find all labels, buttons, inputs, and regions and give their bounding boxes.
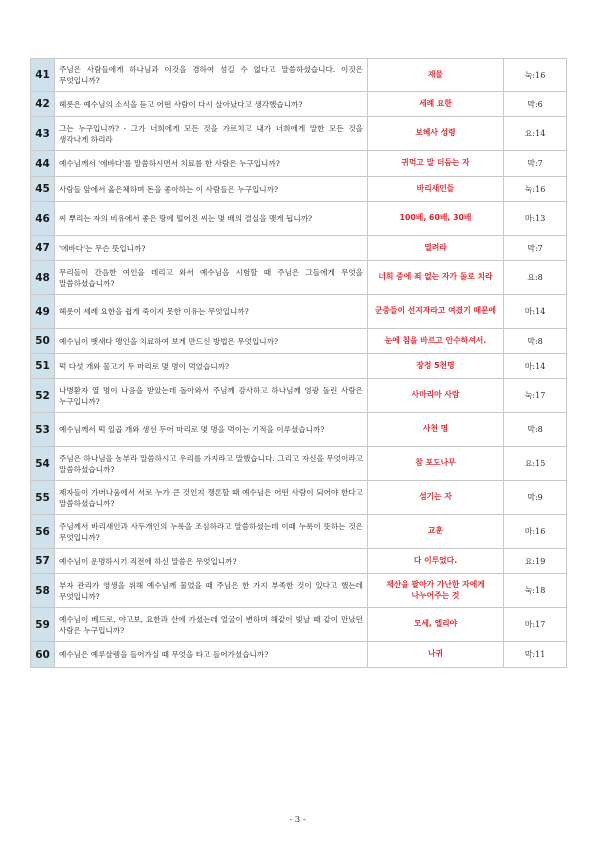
question-number: 46: [31, 202, 55, 236]
scripture-reference: 요:15: [504, 447, 567, 481]
scripture-reference: 눅:16: [504, 59, 567, 92]
table-row: [31, 202, 567, 236]
scripture-reference: 막:8: [504, 329, 567, 354]
answer-text: 사천 명: [368, 413, 504, 447]
question-text: 부자 관리가 영생을 위해 예수님께 물었을 때 주님은 한 가지 부족한 것이 있다고 했는데 무엇입니까?: [55, 574, 368, 608]
quiz-table-body: [31, 59, 567, 668]
question-number: 58: [31, 574, 55, 608]
question-number: 47: [31, 236, 55, 261]
scripture-reference: 막:9: [504, 481, 567, 515]
table-row: [31, 481, 567, 515]
question-text: 씨 뿌리는 자의 비유에서 좋은 땅에 떨어진 씨는 몇 배의 결실을 맺게 됩니까?: [55, 202, 368, 236]
question-number: 59: [31, 608, 55, 642]
question-text: 예수님이 벳새다 맹인을 치료하여 보게 만드신 방법은 무엇입니까?: [55, 329, 368, 354]
table-row: [31, 117, 567, 151]
scripture-reference: 눅:17: [504, 379, 567, 413]
question-number: 41: [31, 59, 55, 92]
question-text: 예수님께서 떡 일곱 개와 생선 두어 마리로 몇 명을 먹이는 기적을 이루셨습니까?: [55, 413, 368, 447]
answer-text: 나귀: [368, 642, 504, 668]
table-row: [31, 379, 567, 413]
table-row: [31, 413, 567, 447]
answer-text: 섬기는 자: [368, 481, 504, 515]
question-text: 무리들이 간음한 여인을 데리고 와서 예수님을 시험할 때 주님은 그들에게 무엇을 말씀하셨습니까?: [55, 261, 368, 295]
question-text: 사람들 앞에서 옳은체하며 돈을 좋아하는 이 사람들은 누구입니까?: [55, 177, 368, 202]
question-number: 45: [31, 177, 55, 202]
answer-text: 너희 중에 죄 없는 자가 돌로 치라: [368, 261, 504, 295]
table-row: [31, 151, 567, 177]
table-row: [31, 295, 567, 329]
scripture-reference: 막:7: [504, 236, 567, 261]
table-row: [31, 608, 567, 642]
question-number: 42: [31, 92, 55, 117]
table-row: [31, 329, 567, 354]
table-row: [31, 549, 567, 574]
scripture-reference: 마:13: [504, 202, 567, 236]
question-number: 55: [31, 481, 55, 515]
scripture-reference: 마:14: [504, 354, 567, 379]
question-number: 57: [31, 549, 55, 574]
scripture-reference: 막:11: [504, 642, 567, 668]
table-row: [31, 574, 567, 608]
question-text: 헤롯이 세례 요한을 쉽게 죽이지 못한 이유는 무엇입니까?: [55, 295, 368, 329]
answer-text: 100배, 60배, 30배: [368, 202, 504, 236]
scripture-reference: 요:8: [504, 261, 567, 295]
table-row: [31, 59, 567, 92]
question-text: 주님은 하나님을 농부라 말씀하시고 우리를 가지라고 말했습니다. 그리고 자신을 무엇이라고 말씀하셨습니까?: [55, 447, 368, 481]
question-number: 43: [31, 117, 55, 151]
question-number: 52: [31, 379, 55, 413]
answer-text: 군중들이 선지자라고 여겼기 때문에: [368, 295, 504, 329]
question-number: 44: [31, 151, 55, 177]
question-text: 그는 누구입니까? - 그가 너희에게 모든 것을 가르치고 내가 너희에게 말한 모든 것을 생각나게 하리라: [55, 117, 368, 151]
question-text: 주님께서 바리새인과 사두개인의 누룩을 조심하라고 말씀하셨는데 이때 누룩이 뜻하는 것은 무엇입니까?: [55, 515, 368, 549]
scripture-reference: 요:14: [504, 117, 567, 151]
scripture-reference: 마:14: [504, 295, 567, 329]
question-text: 헤롯은 예수님의 소식을 듣고 어떤 사람이 다시 살아났다고 생각했습니까?: [55, 92, 368, 117]
scripture-reference: 막:6: [504, 92, 567, 117]
scripture-reference: 막:7: [504, 151, 567, 177]
answer-text: 바리새인들: [368, 177, 504, 202]
table-row: [31, 261, 567, 295]
answer-text: 귀먹고 말 더듬는 자: [368, 151, 504, 177]
scripture-reference: 막:8: [504, 413, 567, 447]
scripture-reference: 눅:18: [504, 574, 567, 608]
table-row: [31, 642, 567, 668]
answer-text: 보혜사 성령: [368, 117, 504, 151]
scripture-reference: 마:17: [504, 608, 567, 642]
answer-text: 재물: [368, 59, 504, 92]
question-number: 54: [31, 447, 55, 481]
quiz-table: [30, 58, 567, 668]
question-number: 49: [31, 295, 55, 329]
question-number: 56: [31, 515, 55, 549]
table-row: [31, 515, 567, 549]
question-text: 나병환자 열 명이 나음을 받았는데 돌아와서 주님께 감사하고 하나님께 영광 돌린 사람은 누구입니까?: [55, 379, 368, 413]
question-text: 주님은 사람들에게 하나님과 이것을 겸하여 섬길 수 없다고 말씀하셨습니다. 이것은 무엇입니까?: [55, 59, 368, 92]
answer-text: 세례 요한: [368, 92, 504, 117]
question-text: 예수님께서 '에바다'를 말씀하시면서 치료를 한 사람은 누구입니까?: [55, 151, 368, 177]
page-number: - 3 -: [289, 815, 306, 825]
table-row: [31, 92, 567, 117]
question-text: 떡 다섯 개와 물고기 두 마리로 몇 명이 먹었습니까?: [55, 354, 368, 379]
table-row: [31, 177, 567, 202]
scripture-reference: 눅:16: [504, 177, 567, 202]
answer-text: 재산을 팔아가 가난한 자에게 나누어주는 것: [368, 574, 504, 608]
answer-text: 장정 5천명: [368, 354, 504, 379]
answer-text: 참 포도나무: [368, 447, 504, 481]
question-number: 50: [31, 329, 55, 354]
answer-text: 다 이루었다.: [368, 549, 504, 574]
table-row: [31, 447, 567, 481]
question-text: 예수님이 운명하시기 직전에 하신 말씀은 무엇입니까?: [55, 549, 368, 574]
question-text: 예수님은 예루살렘을 들어가실 때 무엇을 타고 들어가셨습니까?: [55, 642, 368, 668]
question-text: 예수님이 베드로, 야고보, 요한과 산에 가셨는데 얼굴이 변하며 해같이 빛날 때 같이 만났던 사람은 누구입니까?: [55, 608, 368, 642]
question-number: 51: [31, 354, 55, 379]
answer-text: 사마리아 사람: [368, 379, 504, 413]
question-number: 48: [31, 261, 55, 295]
table-row: [31, 236, 567, 261]
table-row: [31, 354, 567, 379]
answer-text: 모세, 엘리야: [368, 608, 504, 642]
scripture-reference: 요:19: [504, 549, 567, 574]
answer-text: 눈에 침을 바르고 안수하셔서.: [368, 329, 504, 354]
question-text: 제자들이 가버나움에서 서로 누가 큰 것인지 쟁론할 때 예수님은 어떤 사람이 되어야 한다고 말씀하셨습니까?: [55, 481, 368, 515]
question-number: 53: [31, 413, 55, 447]
scripture-reference: 마:16: [504, 515, 567, 549]
answer-text: 교훈: [368, 515, 504, 549]
question-number: 60: [31, 642, 55, 668]
answer-text: 열려라: [368, 236, 504, 261]
question-text: '에바다'는 무슨 뜻입니까?: [55, 236, 368, 261]
